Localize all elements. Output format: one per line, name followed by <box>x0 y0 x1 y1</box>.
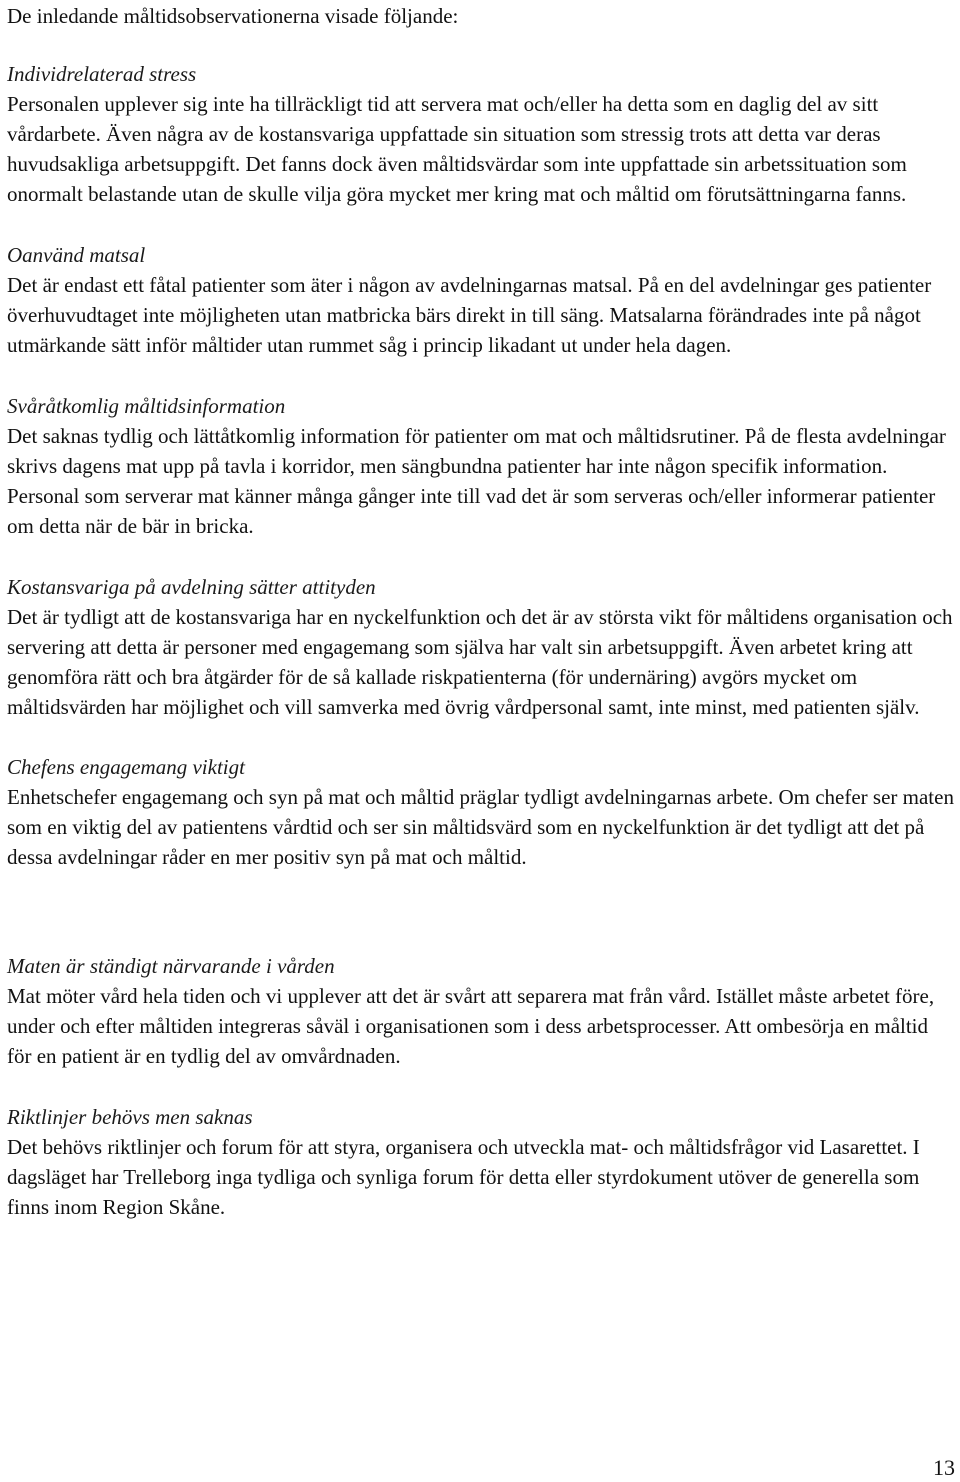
document-page <box>7 0 955 1222</box>
section-body: Personalen upplever sig inte ha tillräckligt tid att servera mat och/eller ha detta som en daglig del av sitt vårdarbete. Även några av de kostansvariga uppfattade sin situation som stressig trots att detta var deras huvudsakliga arbetsuppgift. Det fanns dock även måltidsvärdar som inte uppfattade sin arbetssituation som onormalt belastande utan de skulle vilja göra mycket mer kring mat och måltid om förutsättningarna fanns. <box>7 92 907 206</box>
section-body: Enhetschefer engagemang och syn på mat och måltid präglar tydligt avdelningarnas arbete. Om chefer ser maten som en viktig del av patientens vårdtid och ser sin måltidsvärd som en nyckelfunktion är det tydligt att det på dessa avdelningar råder en mer positiv syn på mat och måltid. <box>7 785 954 869</box>
section-chefens-engagemang <box>7 752 955 872</box>
section-heading: Riktlinjer behövs men saknas <box>7 1105 253 1129</box>
section-oanvand-matsal <box>7 240 955 360</box>
section-body: Det är tydligt att de kostansvariga har en nyckelfunktion och det är av största vikt för måltidens organisation och servering att detta är personer med engagemang som själva har valt sin arbetsuppgift. Även arbetet kring att genomföra rätt och bra åtgärder för de så kallade riskpatienterna (för undernäring) avgörs mycket om måltidsvärden har möjlighet och vill samverka med övrig vårdpersonal samt, inte minst, med patienten själv. <box>7 605 953 719</box>
section-maten-narvarande <box>7 951 955 1071</box>
section-body: Mat möter vård hela tiden och vi upplever att det är svårt att separera mat från vård. Istället måste arbetet före, under och efter måltiden integreras såväl i organisationen som i dess arbetsprocesser. Att ombesörja en måltid för en patient är en tydlig del av omvårdnaden. <box>7 984 935 1068</box>
section-body: Det saknas tydlig och lättåtkomlig information för patienter om mat och måltidsrutiner. På de flesta avdelningar skrivs dagens mat upp på tavla i korridor, men sängbundna patienter har inte någon specifik information. Personal som serverar mat känner många gånger inte till vad det är som serveras och/eller informerar patienter om detta när de bär in bricka. <box>7 424 946 538</box>
section-individrelaterad-stress <box>7 59 955 209</box>
intro-text: De inledande måltidsobservationerna visade följande: <box>7 4 459 28</box>
page-number: 13 <box>933 1455 955 1480</box>
section-heading: Kostansvariga på avdelning sätter attityden <box>7 575 376 599</box>
section-kostansvariga <box>7 572 955 722</box>
section-svaratkomlig-information <box>7 391 955 541</box>
section-riktlinjer <box>7 1102 955 1222</box>
section-heading: Chefens engagemang viktigt <box>7 755 245 779</box>
section-heading: Oanvänd matsal <box>7 243 146 267</box>
section-body: Det behövs riktlinjer och forum för att styra, organisera och utveckla mat- och måltidsfrågor vid Lasarettet. I dagsläget har Trelleborg inga tydliga och synliga forum för detta eller styrdokument utöver de generella som finns inom Region Skåne. <box>7 1135 920 1219</box>
section-heading: Svåråtkomlig måltidsinformation <box>7 394 286 418</box>
section-heading: Individrelaterad stress <box>7 62 197 86</box>
section-heading: Maten är ständigt närvarande i vården <box>7 954 335 978</box>
section-body: Det är endast ett fåtal patienter som äter i någon av avdelningarnas matsal. På en del avdelningar ges patienter överhuvudtaget inte möjligheten utan matbricka bärs direkt in till säng. Matsalarna förändrades inte på något utmärkande sätt inför måltider utan rummet såg i princip likadant ut under hela dagen. <box>7 273 932 357</box>
